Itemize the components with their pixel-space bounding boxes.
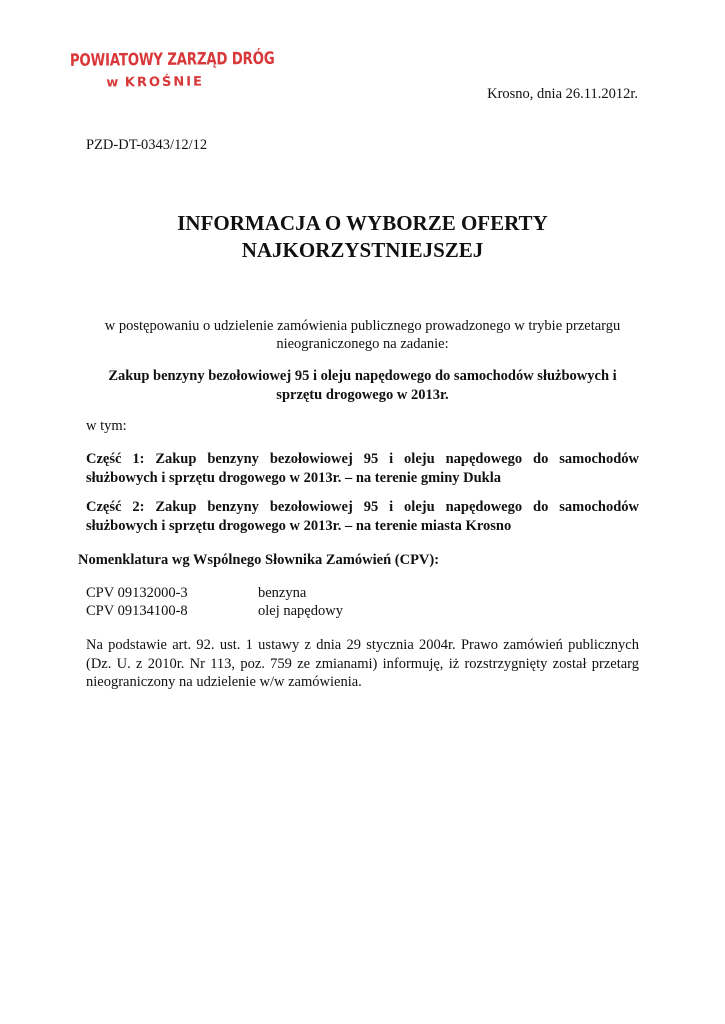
intro-line-1: w postępowaniu o udzielenie zamówienia publicznego prowadzonego w trybie przetargu bbox=[104, 318, 621, 334]
document-date: Krosno, dnia 26.11.2012r. bbox=[487, 86, 638, 102]
title-line-1: INFORMACJA O WYBORZE OFERTY bbox=[177, 211, 548, 235]
cpv-name: benzyna bbox=[258, 585, 307, 601]
office-stamp bbox=[69, 48, 275, 91]
title-line-2: NAJKORZYSTNIEJSZEJ bbox=[241, 238, 484, 262]
subject-line-2: sprzętu drogowego w 2013r. bbox=[276, 387, 449, 403]
cpv-name: olej napędowy bbox=[258, 603, 343, 619]
stamp-location-city: KROŚNIE bbox=[124, 74, 205, 91]
intro-line-2: nieograniczonego na zadanie: bbox=[276, 336, 449, 352]
contract-subject bbox=[86, 367, 639, 405]
cpv-row bbox=[86, 602, 343, 620]
cpv-code-list bbox=[86, 584, 343, 620]
intro-paragraph bbox=[86, 317, 639, 353]
including-label: w tym: bbox=[86, 418, 127, 434]
cpv-row bbox=[86, 584, 343, 602]
stamp-location-prefix: w bbox=[106, 75, 119, 91]
cpv-code: CPV 09134100-8 bbox=[86, 603, 188, 619]
part-2-description: Część 2: Zakup benzyny bezołowiowej 95 i oleju napędowego do samochodów służbowych i sprzętu drogowego w 2013r. – na terenie miasta Krosno bbox=[86, 499, 639, 534]
nomenclature-heading: Nomenklatura wg Wspólnego Słownika Zamówień (CPV): bbox=[78, 552, 440, 568]
part-1-description: Część 1: Zakup benzyny bezołowiowej 95 i oleju napędowego do samochodów służbowych i sprzętu drogowego w 2013r. – na terenie gminy Dukla bbox=[86, 451, 639, 486]
stamp-location bbox=[70, 74, 240, 91]
reference-number: PZD-DT-0343/12/12 bbox=[86, 137, 208, 153]
subject-line-1: Zakup benzyny bezołowiowej 95 i oleju napędowego do samochodów służbowych i bbox=[108, 368, 617, 384]
document-title bbox=[86, 210, 639, 264]
legal-basis-paragraph: Na podstawie art. 92. ust. 1 ustawy z dnia 29 stycznia 2004r. Prawo zamówień publicznych (Dz. U. z 2010r. Nr 113, poz. 759 ze zmianami) informuję, iż rozstrzygnięty został przetarg nieograniczony na udzielenie w/w zamówienia. bbox=[86, 637, 639, 690]
stamp-office-name: POWIATOWY ZARZĄD DRÓG bbox=[69, 48, 275, 71]
cpv-code: CPV 09132000-3 bbox=[86, 585, 188, 601]
